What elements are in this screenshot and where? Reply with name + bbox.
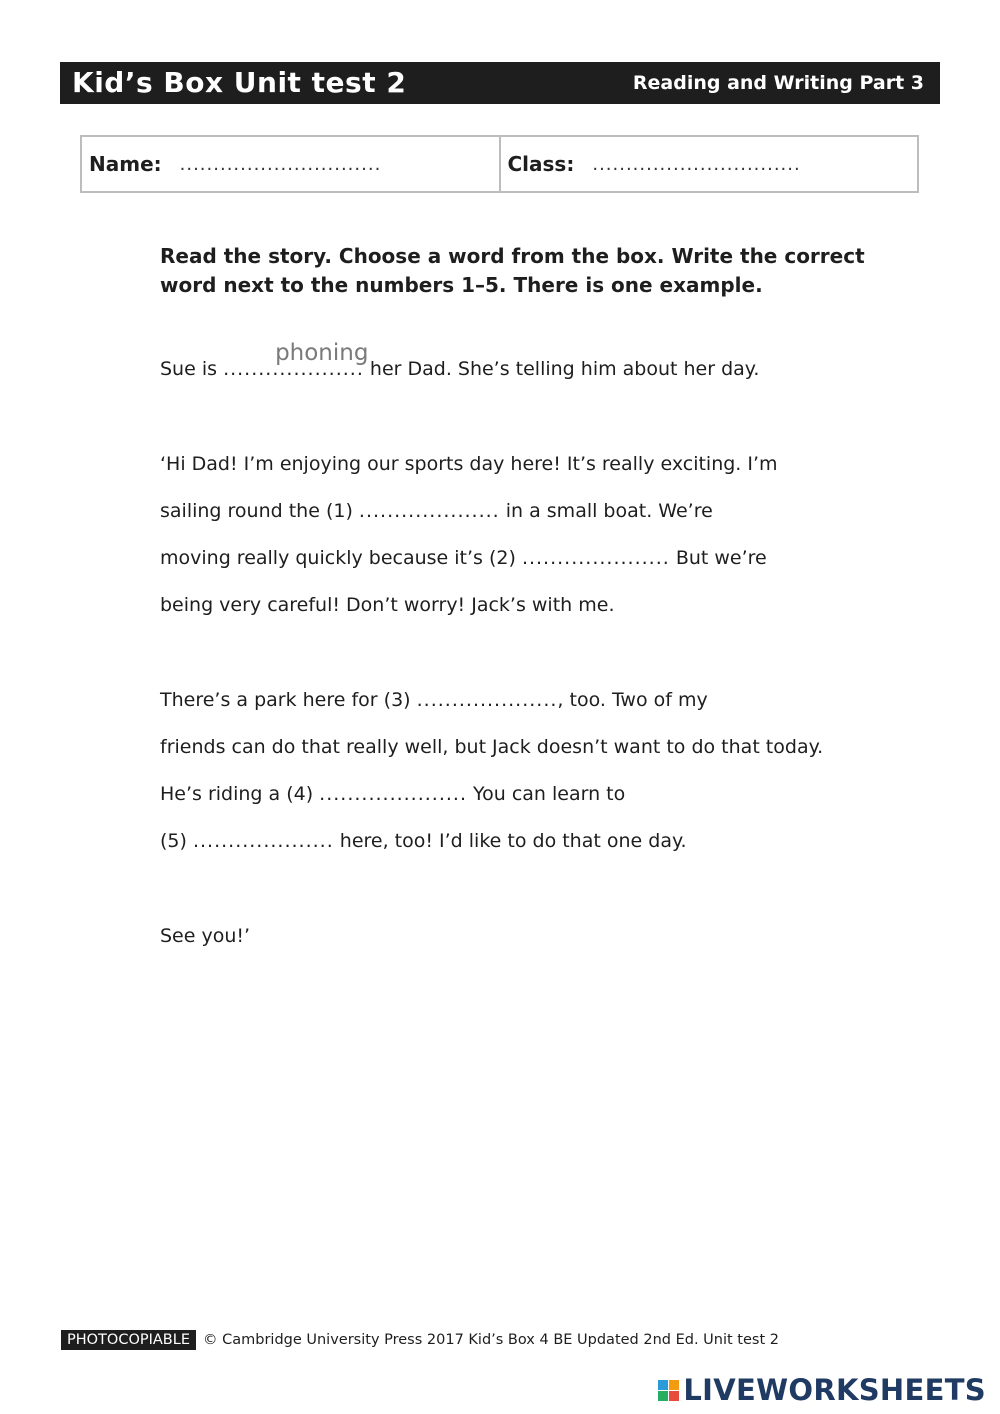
worksheet-title: Kid’s Box Unit test 2 (72, 66, 407, 99)
story-text: , too. Two of my (557, 689, 708, 711)
liveworksheets-icon (658, 1380, 679, 1401)
story-line (160, 686, 880, 714)
story-text: moving really quickly because it’s (2) (160, 547, 522, 569)
story-line: being very careful! Don’t worry! Jack’s with me. (160, 594, 615, 616)
footer (61, 1330, 779, 1350)
worksheet-subtitle: Reading and Writing Part 3 (632, 72, 924, 94)
answer-gap-5[interactable]: .................... (192, 830, 334, 852)
answer-gap-1[interactable]: .................... (358, 500, 500, 522)
story-text: There’s a park here for (3) (160, 689, 417, 711)
story-text: here, too! I’d like to do that one day. (333, 830, 687, 852)
liveworksheets-text: LIVEWORKSHEETS (683, 1373, 986, 1407)
story-line (160, 544, 880, 572)
story-text: (5) (160, 830, 193, 852)
story-line: friends can do that really well, but Jack doesn’t want to do that today. (160, 736, 824, 758)
answer-gap-4[interactable]: ..................... (319, 783, 468, 805)
example-dots: .................... (223, 358, 364, 380)
copyright-text: © Cambridge University Press 2017 Kid’s Box 4 BE Updated 2nd Ed. Unit test 2 (203, 1332, 779, 1348)
example-answer: phoning (275, 340, 369, 366)
example-gap (223, 340, 369, 383)
answer-gap-3[interactable]: .................... (416, 689, 558, 711)
answer-gap-2[interactable]: ..................... (521, 547, 670, 569)
photocopiable-badge: PHOTOCOPIABLE (61, 1330, 196, 1350)
liveworksheets-logo (658, 1373, 986, 1407)
instructions: Read the story. Choose a word from the box. Write the correct word next to the numbers 1–5. There is one example. (160, 244, 865, 297)
story-closing: See you!’ (160, 925, 251, 947)
header-bar (60, 62, 940, 104)
story-line: ‘Hi Dad! I’m enjoying our sports day here! It’s really exciting. I’m (160, 453, 778, 475)
example-text-before: Sue is (160, 358, 224, 380)
story-text: sailing round the (1) (160, 500, 359, 522)
story-text: in a small boat. We’re (499, 500, 713, 522)
story-line (160, 827, 880, 855)
story-text: But we’re (669, 547, 767, 569)
name-class-box (80, 135, 919, 193)
name-field[interactable]: .............................. (179, 153, 382, 175)
class-field[interactable]: ............................... (592, 153, 801, 175)
story-line (160, 497, 880, 525)
name-label: Name: (89, 152, 162, 176)
example-line (160, 340, 880, 383)
example-text-after: her Dad. She’s telling him about her day. (363, 358, 760, 380)
story-text: You can learn to (467, 783, 626, 805)
class-label: Class: (507, 152, 575, 176)
story-line (160, 780, 880, 808)
story-text: He’s riding a (4) (160, 783, 320, 805)
name-cell[interactable] (82, 137, 499, 191)
class-cell[interactable] (499, 137, 918, 191)
